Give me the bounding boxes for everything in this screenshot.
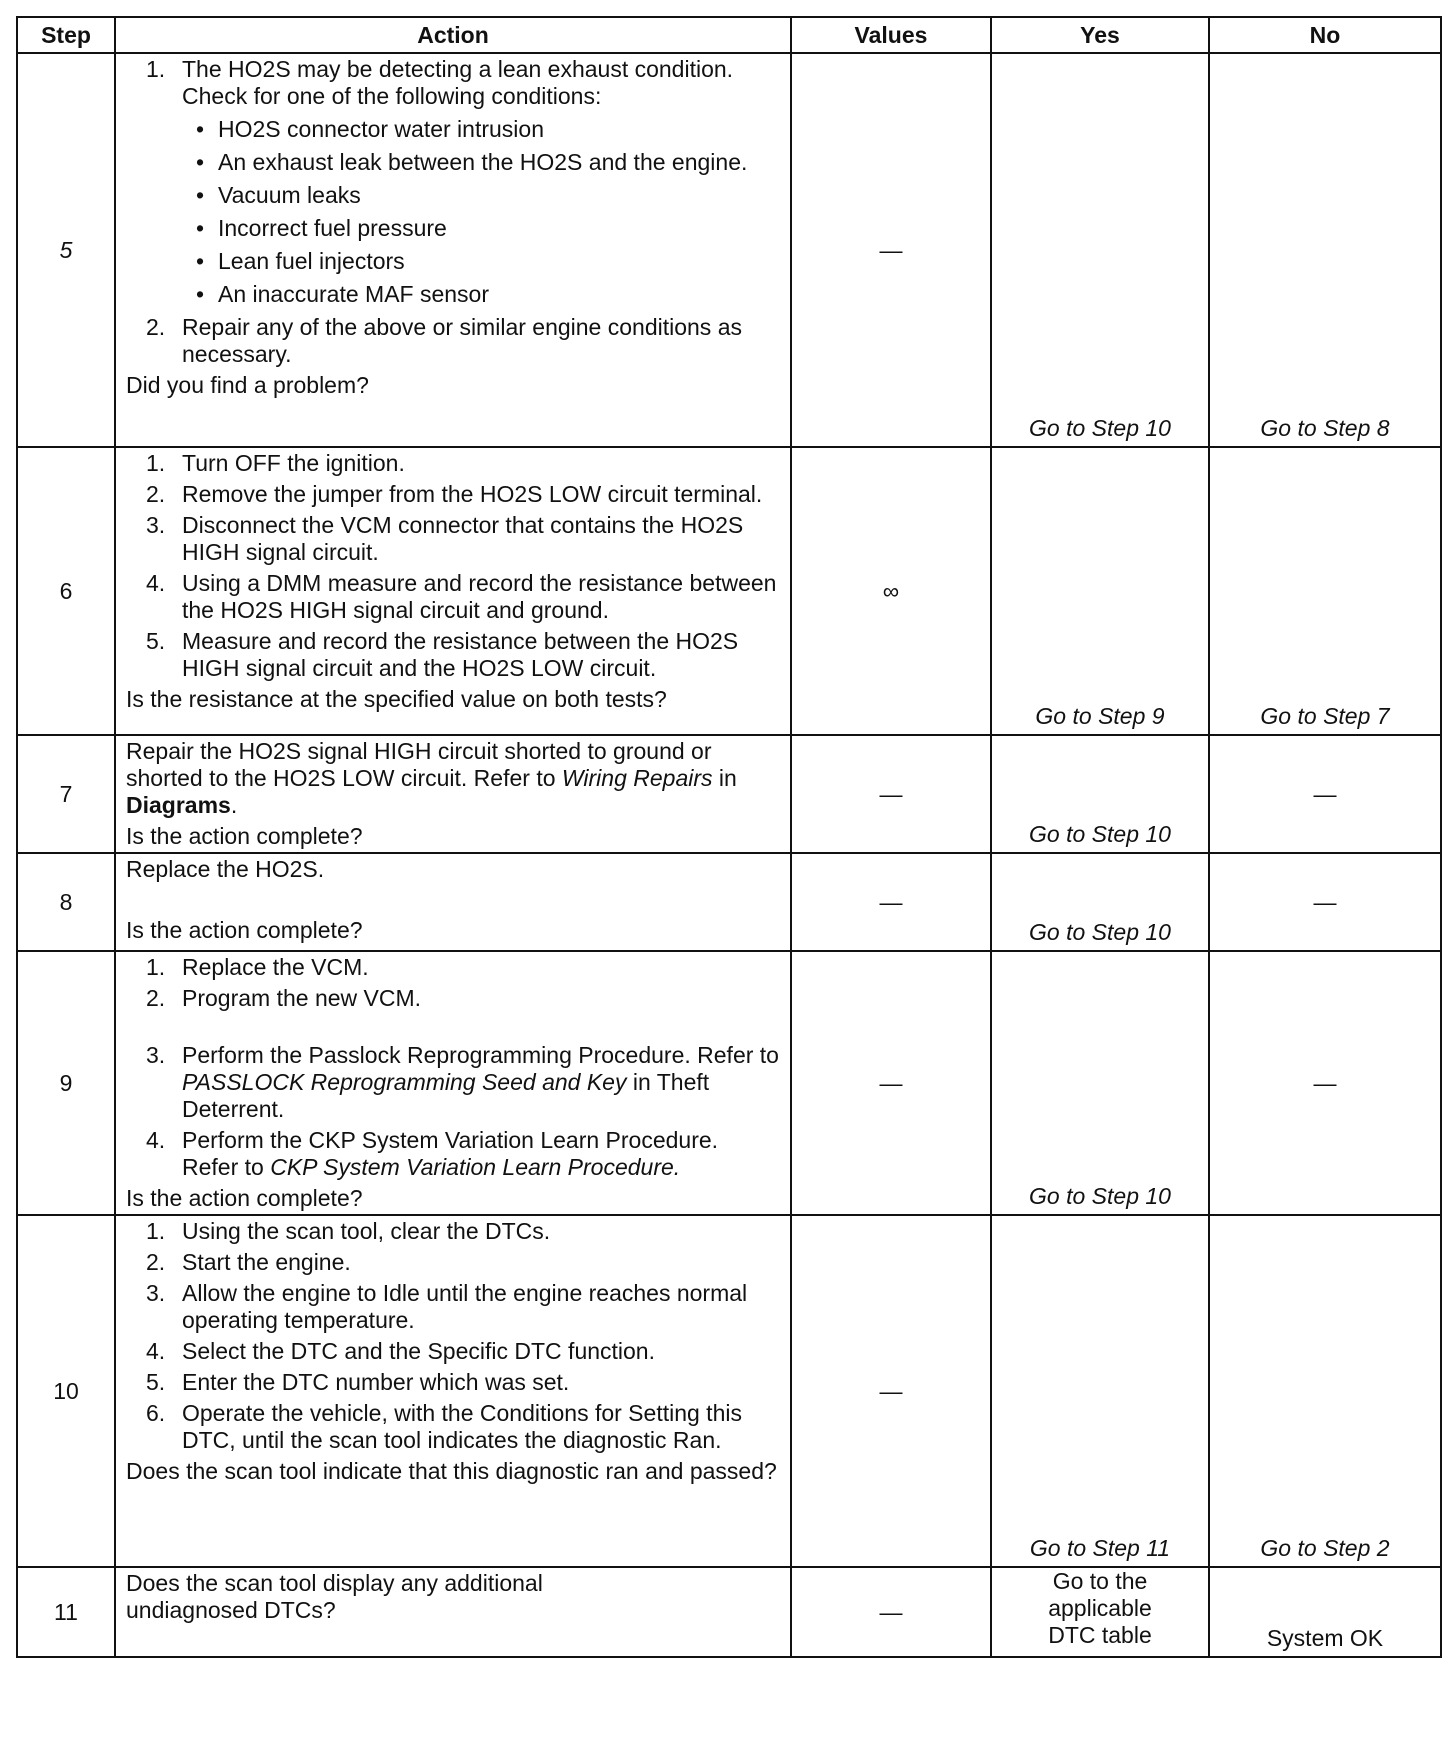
bullet-text: HO2S connector water intrusion: [218, 116, 544, 142]
action-question: Did you find a problem?: [126, 372, 369, 398]
yes-cell: Go to Step 9: [991, 447, 1209, 735]
bullet-text: Lean fuel injectors: [218, 248, 405, 274]
value-cell: —: [791, 735, 991, 853]
action-question: Does the scan tool display any additional undiagnosed DTCs?: [126, 1570, 543, 1623]
header-yes: Yes: [991, 17, 1209, 53]
bullet-icon: •: [196, 248, 205, 274]
yes-cell: Go to Step 10: [991, 53, 1209, 447]
yes-cell: Go to Step 10: [991, 853, 1209, 951]
list-item: 3. Perform the Passlock Reprogramming Procedure. Refer to PASSLOCK Reprogramming Seed and Key in Theft Deterrent.: [146, 1042, 779, 1122]
action-list: [126, 56, 780, 368]
action-text-part: Repair the HO2S signal HIGH circuit shorted to ground or shorted to the HO2S LOW circuit. Refer to: [126, 738, 712, 791]
list-item: 1. Turn OFF the ignition.: [146, 450, 405, 476]
bullet-text: An inaccurate MAF sensor: [218, 281, 490, 307]
action-cell: [115, 447, 791, 735]
action-text: Perform the Passlock Reprogramming Procedure. Refer to: [182, 1042, 779, 1068]
value-cell: —: [791, 853, 991, 951]
bullet-text: Vacuum leaks: [218, 182, 361, 208]
bullet-icon: •: [196, 215, 205, 241]
step-number: 6: [17, 447, 115, 735]
bullet-icon: •: [196, 182, 205, 208]
action-question: Is the action complete?: [126, 823, 363, 849]
table-row: [17, 735, 1441, 853]
list-item: [182, 116, 780, 143]
list-item: 4. Using a DMM measure and record the resistance between the HO2S HIGH signal circuit and ground.: [146, 570, 777, 623]
bullet-icon: •: [196, 116, 205, 142]
action-question: Is the action complete?: [126, 917, 363, 943]
action-text: Using a DMM measure and record the resistance between the HO2S HIGH signal circuit and ground.: [182, 570, 777, 623]
header-step: Step: [17, 17, 115, 53]
table-row: [17, 951, 1441, 1215]
list-item: [182, 281, 780, 308]
action-question: Is the resistance at the specified value on both tests?: [126, 686, 667, 712]
list-item: 1. Using the scan tool, clear the DTCs.: [146, 1218, 551, 1244]
condition-list: [182, 116, 780, 308]
action-text: in Theft Deterrent.: [182, 1069, 710, 1122]
list-item: 4. Perform the CKP System Variation Learn Procedure. Refer to CKP System Variation Learn Procedure.: [146, 1127, 719, 1180]
step-number: 7: [17, 735, 115, 853]
table-row: [17, 853, 1441, 951]
section-name: Diagrams: [126, 792, 231, 818]
yes-cell: Go to Step 10: [991, 951, 1209, 1215]
action-cell: [115, 53, 791, 447]
bullet-icon: •: [196, 281, 205, 307]
value-cell: —: [791, 951, 991, 1215]
list-item: 3. Allow the engine to Idle until the engine reaches normal operating temperature.: [146, 1280, 748, 1333]
list-item: 1. The HO2S may be detecting a lean exhaust condition. Check for one of the following conditions: • HO2S connector water intrusion • An exhaust leak between the HO2S and the engine. • Vacuum leaks • Incorrect fuel pressure • Lean fuel injectors • An inaccurate MAF sensor: [126, 56, 780, 308]
bullet-icon: •: [196, 149, 205, 175]
header-row: [17, 17, 1441, 53]
action-list: [126, 450, 780, 682]
bullet-text: An exhaust leak between the HO2S and the engine.: [218, 149, 748, 175]
no-cell: —: [1209, 735, 1441, 853]
list-item: 1. Replace the VCM.: [146, 954, 369, 980]
action-text: Using the scan tool, clear the DTCs.: [182, 1218, 551, 1244]
action-cell: [115, 1215, 791, 1567]
action-text: Remove the jumper from the HO2S LOW circuit terminal.: [182, 481, 763, 507]
list-item: [182, 149, 780, 176]
action-text: [126, 738, 780, 819]
no-cell: —: [1209, 853, 1441, 951]
step-number: 8: [17, 853, 115, 951]
list-item: [182, 248, 780, 275]
action-cell: [115, 735, 791, 853]
step-number: 10: [17, 1215, 115, 1567]
no-cell: System OK: [1209, 1567, 1441, 1657]
list-item: [182, 182, 780, 209]
no-cell: Go to Step 8: [1209, 53, 1441, 447]
action-text: Replace the HO2S.: [126, 856, 325, 882]
diagnostic-table: [16, 16, 1442, 1658]
action-list: [126, 1218, 780, 1454]
list-item: 2. Start the engine.: [146, 1249, 351, 1275]
action-text-part: .: [230, 792, 238, 818]
action-text: Replace the VCM.: [182, 954, 369, 980]
reference-link: Wiring Repairs: [561, 765, 713, 791]
list-item: 6. Operate the vehicle, with the Conditions for Setting this DTC, until the scan tool indicates the diagnostic Ran.: [146, 1400, 742, 1453]
list-item: 5. Enter the DTC number which was set.: [146, 1369, 570, 1395]
action-cell: [115, 951, 791, 1215]
header-no: No: [1209, 17, 1441, 53]
action-text: Turn OFF the ignition.: [182, 450, 405, 476]
action-text: Perform the CKP System Variation Learn Procedure. Refer to: [182, 1127, 719, 1180]
action-question: Does the scan tool indicate that this diagnostic ran and passed?: [126, 1458, 777, 1484]
value-cell: ∞: [791, 447, 991, 735]
action-question: Is the action complete?: [126, 1185, 363, 1211]
action-cell: [115, 853, 791, 951]
value-cell: —: [791, 1567, 991, 1657]
no-cell: Go to Step 2: [1209, 1215, 1441, 1567]
action-text: Select the DTC and the Specific DTC function.: [182, 1338, 655, 1364]
diagnostic-table-page: [16, 16, 1442, 1658]
step-number: 9: [17, 951, 115, 1215]
value-cell: —: [791, 53, 991, 447]
action-text: Repair any of the above or similar engine conditions as necessary.: [182, 314, 742, 367]
action-text: Enter the DTC number which was set.: [182, 1369, 570, 1395]
yes-cell: Go to Step 10: [991, 735, 1209, 853]
list-item: 2. Program the new VCM.: [146, 985, 422, 1011]
action-text: Program the new VCM.: [182, 985, 422, 1011]
list-item: 3. Disconnect the VCM connector that contains the HO2S HIGH signal circuit.: [146, 512, 744, 565]
table-row: [17, 1567, 1441, 1657]
list-item: [182, 215, 780, 242]
action-text-part: in: [712, 765, 737, 791]
value-cell: —: [791, 1215, 991, 1567]
action-text: Start the engine.: [182, 1249, 351, 1275]
table-row: [17, 53, 1441, 447]
list-item: 2. Remove the jumper from the HO2S LOW circuit terminal.: [146, 481, 763, 507]
action-text: Allow the engine to Idle until the engine reaches normal operating temperature.: [182, 1280, 748, 1333]
no-cell: Go to Step 7: [1209, 447, 1441, 735]
header-values: Values: [791, 17, 991, 53]
list-item: 4. Select the DTC and the Specific DTC function.: [146, 1338, 655, 1364]
action-text: Disconnect the VCM connector that contains the HO2S HIGH signal circuit.: [182, 512, 744, 565]
action-text: The HO2S may be detecting a lean exhaust condition. Check for one of the following conditions:: [182, 56, 734, 109]
reference-link: CKP System Variation Learn Procedure.: [270, 1154, 681, 1180]
list-item: 2. Repair any of the above or similar engine conditions as necessary.: [146, 314, 742, 367]
step-number: 11: [17, 1567, 115, 1657]
table-row: [17, 447, 1441, 735]
reference-link: PASSLOCK Reprogramming Seed and Key: [182, 1069, 627, 1095]
table-row: [17, 1215, 1441, 1567]
bullet-text: Incorrect fuel pressure: [218, 215, 447, 241]
yes-cell: Go to the applicable DTC table: [991, 1567, 1209, 1657]
list-item: 5. Measure and record the resistance between the HO2S HIGH signal circuit and the HO2S LOW circuit.: [146, 628, 739, 681]
header-action: Action: [115, 17, 791, 53]
action-text: Operate the vehicle, with the Conditions for Setting this DTC, until the scan tool indicates the diagnostic Ran.: [182, 1400, 742, 1453]
step-number: 5: [17, 53, 115, 447]
action-text: Measure and record the resistance between the HO2S HIGH signal circuit and the HO2S LOW circuit.: [182, 628, 739, 681]
yes-cell: Go to Step 11: [991, 1215, 1209, 1567]
action-cell: [115, 1567, 791, 1657]
no-cell: —: [1209, 951, 1441, 1215]
action-list: [126, 954, 780, 1181]
